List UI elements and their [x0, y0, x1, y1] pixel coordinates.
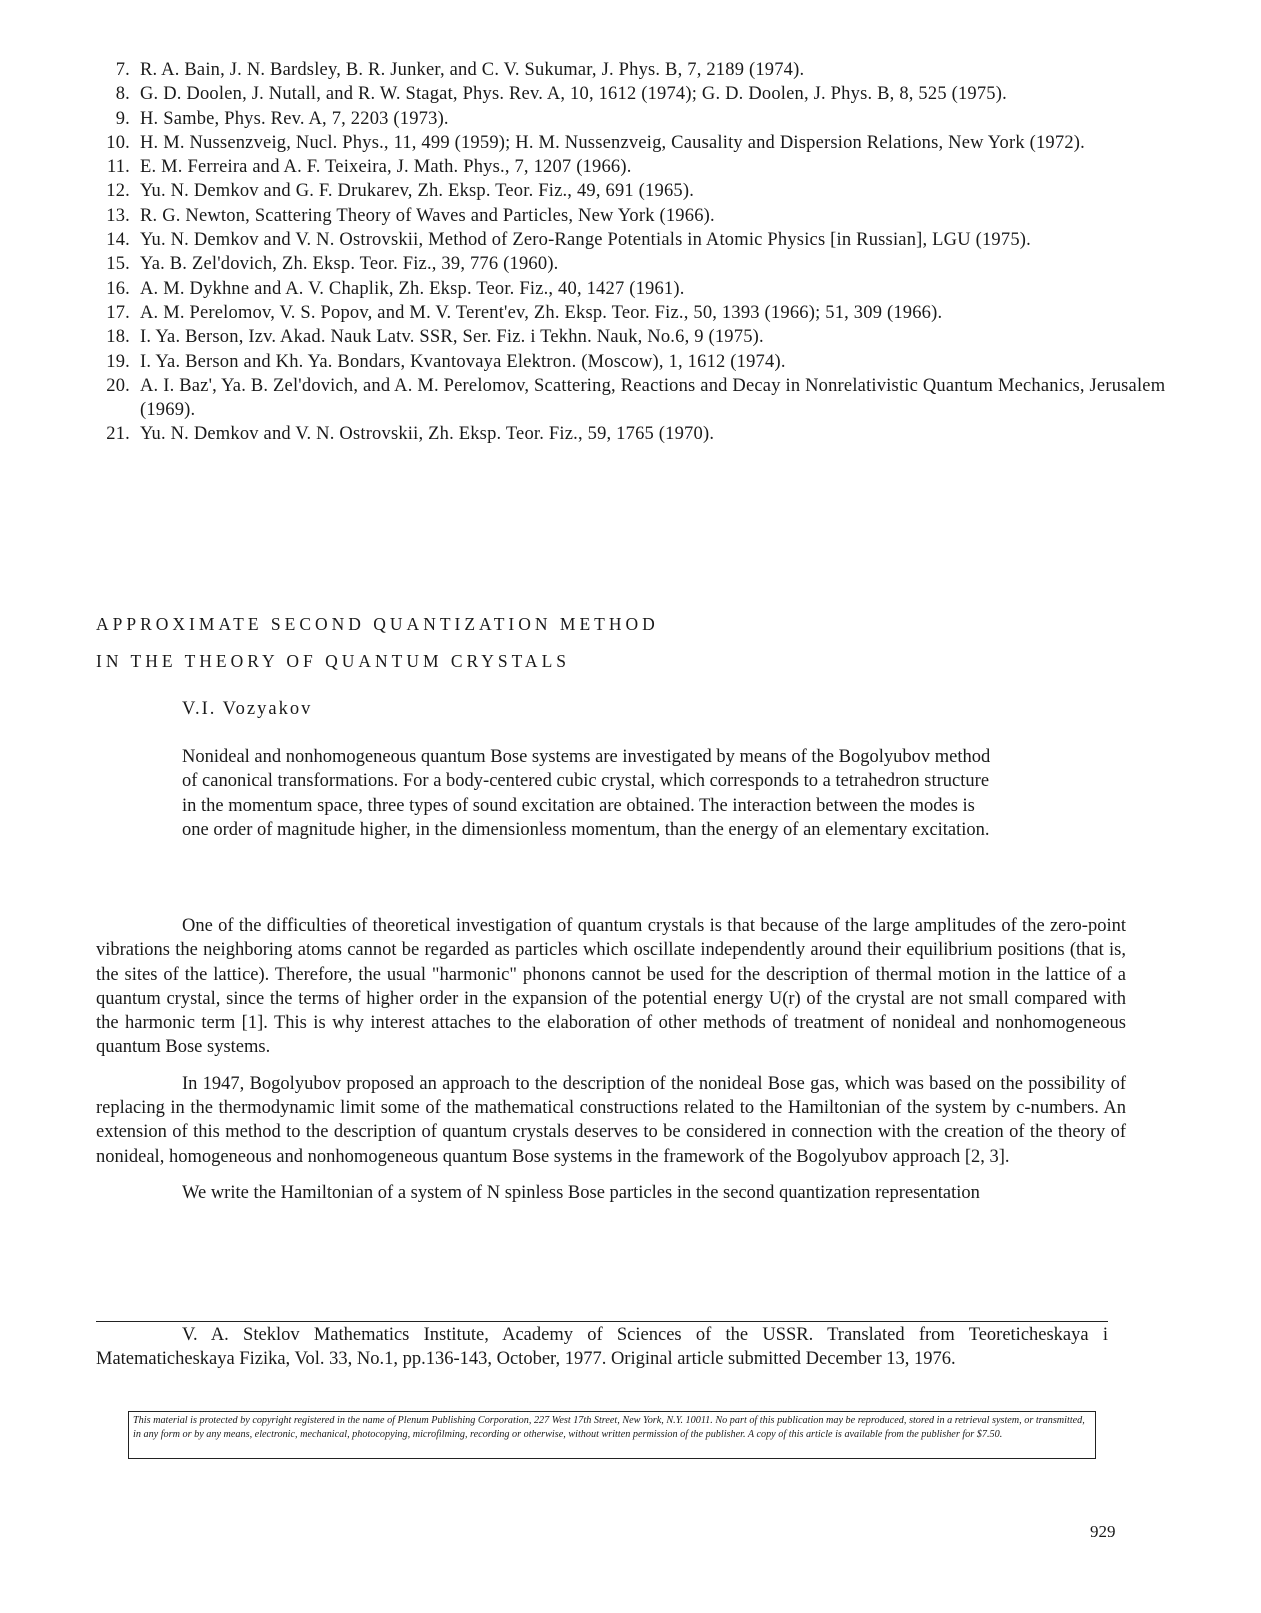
reference-text: E. M. Ferreira and A. F. Teixeira, J. Math. Phys., 7, 1207 (1966).	[140, 157, 632, 178]
reference-text: H. M. Nussenzveig, Nucl. Phys., 11, 499 (1959); H. M. Nussenzveig, Causality and Dispersion Relations, New York (1972).	[140, 132, 1085, 153]
reference-number: 12.	[106, 181, 130, 202]
article-title-line-1: APPROXIMATE SECOND QUANTIZATION METHOD	[96, 614, 659, 634]
body-paragraph: We write the Hamiltonian of a system of N spinless Bose particles in the second quantization representation	[182, 1182, 980, 1203]
reference-item	[92, 228, 1182, 252]
body-paragraph: One of the difficulties of theoretical investigation of quantum crystals is that because of the large amplitudes of the zero-point vibrations the neighboring atoms cannot be regarded as particles which oscillate independently around their equilibrium positions (that is, the sites of the lattice). Therefore, the usual "harmonic" phonons cannot be used for the description of thermal motion in the lattice of a quantum crystal, since the terms of higher order in the expansion of the potential energy U(r) of the crystal are not small compared with the harmonic term [1]. This is why interest attaches to the elaboration of other methods of treatment of nonideal and nonhomogeneous quantum Bose systems.	[96, 916, 1126, 1058]
reference-number: 19.	[106, 351, 130, 372]
reference-text: Yu. N. Demkov and V. N. Ostrovskii, Method of Zero-Range Potentials in Atomic Physics [in Russian], LGU (1975).	[140, 230, 1031, 251]
reference-item	[92, 107, 1182, 131]
reference-text: I. Ya. Berson, Izv. Akad. Nauk Latv. SSR, Ser. Fiz. i Tekhn. Nauk, No.6, 9 (1975).	[140, 327, 764, 348]
reference-number: 9.	[115, 108, 130, 129]
reference-number: 20.	[106, 375, 130, 396]
reference-text: Yu. N. Demkov and G. F. Drukarev, Zh. Eksp. Teor. Fiz., 49, 691 (1965).	[140, 181, 695, 202]
reference-text: R. A. Bain, J. N. Bardsley, B. R. Junker, and C. V. Sukumar, J. Phys. B, 7, 2189 (1974).	[140, 60, 805, 80]
reference-item	[92, 58, 1182, 82]
reference-number: 16.	[106, 278, 130, 299]
reference-number: 15.	[106, 254, 130, 275]
reference-number: 17.	[106, 302, 130, 323]
reference-item	[92, 301, 1182, 325]
reference-text: R. G. Newton, Scattering Theory of Waves and Particles, New York (1966).	[140, 205, 715, 226]
reference-item	[92, 350, 1182, 374]
body-paragraph: In 1947, Bogolyubov proposed an approach to the description of the nonideal Bose gas, which was based on the possibility of replacing in the thermodynamic limit some of the mathematical constructions related to the Hamiltonian of the system by c-numbers. An extension of this method to the description of quantum crystals deserves to be considered in connection with the creation of the theory of nonideal, homogeneous and nonhomogeneous quantum Bose systems in the framework of the Bogolyubov approach [2, 3].	[96, 1073, 1126, 1167]
reference-item	[92, 374, 1182, 423]
reference-item	[92, 325, 1182, 349]
reference-text: Ya. B. Zel'dovich, Zh. Eksp. Teor. Fiz., 39, 776 (1960).	[140, 254, 559, 275]
reference-text: A. I. Baz', Ya. B. Zel'dovich, and A. M. Perelomov, Scattering, Reactions and Decay in Nonrelativistic Quantum Mechanics, Jerusalem (1969).	[140, 375, 1166, 421]
reference-item	[92, 204, 1182, 228]
reference-text: A. M. Dykhne and A. V. Chaplik, Zh. Eksp. Teor. Fiz., 40, 1427 (1961).	[140, 278, 685, 299]
reference-item	[92, 82, 1182, 106]
reference-item	[92, 179, 1182, 203]
copyright-notice: This material is protected by copyright registered in the name of Plenum Publishing Corporation, 227 West 17th Street, New York, N.Y. 10011. No part of this publication may be reproduced, stored in a retrieval system, or transmitted, in any form or by any means, electronic, mechanical, photocopying, microfilming, recording or otherwise, without written permission of the publisher. A copy of this article is available from the publisher for $7.50.	[128, 1411, 1096, 1459]
reference-number: 21.	[106, 424, 130, 445]
reference-item	[92, 155, 1182, 179]
article-author: V.I. Vozyakov	[182, 699, 313, 719]
affiliation-footnote: V. A. Steklov Mathematics Institute, Academy of Sciences of the USSR. Translated from Teoreticheskaya i Matematicheskaya Fizika, Vol. 33, No.1, pp.136-143, October, 1977. Original article submitted December 13, 1976.	[96, 1325, 1108, 1370]
reference-number: 11.	[106, 157, 130, 178]
reference-list	[92, 58, 1182, 447]
reference-item	[92, 422, 1182, 446]
article-title-line-2: IN THE THEORY OF QUANTUM CRYSTALS	[96, 651, 570, 671]
reference-text: H. Sambe, Phys. Rev. A, 7, 2203 (1973).	[140, 108, 449, 129]
reference-item	[92, 277, 1182, 301]
reference-item	[92, 131, 1182, 155]
reference-number: 14.	[106, 230, 130, 251]
reference-text: I. Ya. Berson and Kh. Ya. Bondars, Kvantovaya Elektron. (Moscow), 1, 1612 (1974).	[140, 351, 786, 372]
footnote-divider	[96, 1321, 1108, 1322]
article-abstract: Nonideal and nonhomogeneous quantum Bose systems are investigated by means of the Bogolyubov method of canonical transformations. For a body-centered cubic crystal, which corresponds to a tetrahedron structure in the momentum space, three types of sound excitation are obtained. The interaction between the modes is one order of magnitude higher, in the dimensionless momentum, than the energy of an elementary excitation.	[182, 747, 991, 840]
reference-number: 18.	[106, 327, 130, 348]
reference-number: 13.	[106, 205, 130, 226]
reference-number: 8.	[115, 84, 130, 105]
article-body	[96, 914, 1126, 1217]
reference-text: G. D. Doolen, J. Nutall, and R. W. Stagat, Phys. Rev. A, 10, 1612 (1974); G. D. Doolen, J. Phys. B, 8, 525 (1975).	[140, 84, 1007, 105]
reference-number: 10.	[106, 132, 130, 153]
reference-item	[92, 252, 1182, 276]
page-number: 929	[1090, 1522, 1116, 1541]
reference-text: A. M. Perelomov, V. S. Popov, and M. V. Terent'ev, Zh. Eksp. Teor. Fiz., 50, 1393 (1966); 51, 309 (1966).	[140, 302, 943, 323]
reference-number: 7.	[115, 60, 130, 80]
reference-text: Yu. N. Demkov and V. N. Ostrovskii, Zh. Eksp. Teor. Fiz., 59, 1765 (1970).	[140, 424, 715, 445]
